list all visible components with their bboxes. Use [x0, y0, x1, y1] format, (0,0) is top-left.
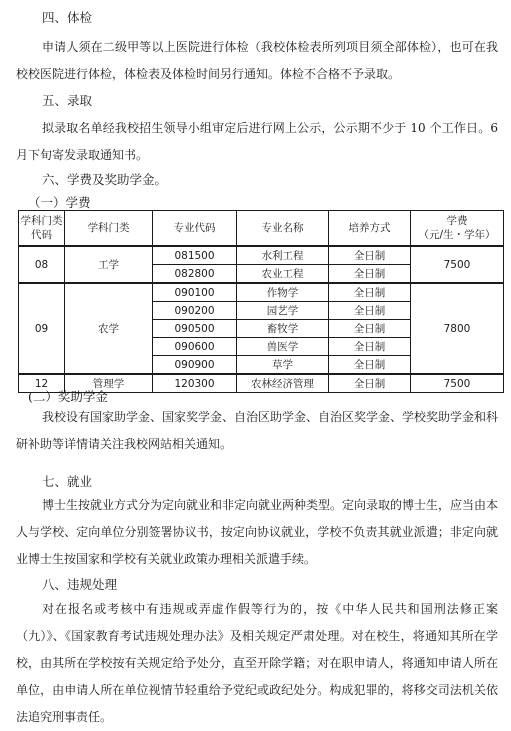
fee-cell: 7500 — [411, 374, 504, 393]
section-6-sub2-title: (二）奖助学金 — [28, 389, 108, 404]
mode-cell: 全日制 — [329, 374, 411, 393]
section-6-paragraph: 我校设有国家助学金、国家奖学金、自治区助学金、自治区奖学金、学校奖助学金和科研补助等详情请关注我校网站相关通知。 — [16, 410, 499, 451]
major-name-cell: 畜牧学 — [237, 320, 329, 338]
major-code-cell: 090200 — [153, 302, 237, 320]
major-name-cell: 水利工程 — [237, 246, 329, 265]
header-major-name: 专业名称 — [237, 211, 329, 247]
table-row — [19, 246, 504, 265]
major-code-cell: 090900 — [153, 356, 237, 375]
fee-cell: 7800 — [411, 283, 504, 374]
category-code-cell: 08 — [19, 246, 65, 283]
table-row — [19, 283, 504, 302]
major-name-cell: 农业工程 — [237, 265, 329, 284]
mode-cell: 全日制 — [329, 265, 411, 284]
fee-cell: 7500 — [411, 246, 504, 283]
tuition-table — [18, 210, 504, 393]
major-code-cell: 090100 — [153, 283, 237, 302]
mode-cell: 全日制 — [329, 302, 411, 320]
section-7-title: 七、就业 — [42, 474, 93, 489]
section-4-paragraph: 申请人须在二级甲等以上医院进行体检（我校体检表所列项目须全部体检），也可在我校校医院进行体检，体检表及体检时间另行通知。体检不合格不予录取。 — [16, 40, 498, 81]
major-code-cell: 081500 — [153, 246, 237, 265]
category-cell: 管理学 — [65, 374, 153, 393]
mode-cell: 全日制 — [329, 356, 411, 375]
header-category: 学科门类 — [65, 211, 153, 247]
section-5-title: 五、录取 — [42, 93, 93, 108]
major-code-cell: 090600 — [153, 338, 237, 356]
section-4-title: 四、体检 — [42, 10, 93, 25]
category-code-cell: 12 — [19, 374, 65, 393]
mode-cell: 全日制 — [329, 320, 411, 338]
category-cell: 农学 — [65, 283, 153, 374]
header-category-code: 学科门类 代码 — [19, 211, 65, 247]
header-major-code: 专业代码 — [153, 211, 237, 247]
section-8-title: 八、违规处理 — [42, 577, 118, 592]
category-code-cell: 09 — [19, 283, 65, 374]
table-header-row — [19, 211, 504, 247]
mode-cell: 全日制 — [329, 246, 411, 265]
mode-cell: 全日制 — [329, 283, 411, 302]
major-code-cell: 082800 — [153, 265, 237, 284]
section-5-paragraph: 拟录取名单经我校招生领导小组审定后进行网上公示，公示期不少于 10 个工作日。6 月下旬寄发录取通知书。 — [16, 121, 498, 162]
major-code-cell: 120300 — [153, 374, 237, 393]
section-6-sub1-title: （一）学费 — [28, 195, 91, 210]
category-cell: 工学 — [65, 246, 153, 283]
major-name-cell: 草学 — [237, 356, 329, 375]
section-6-title: 六、学费及奖助学金。 — [42, 172, 168, 187]
major-name-cell: 作物学 — [237, 283, 329, 302]
table-body — [19, 246, 504, 393]
mode-cell: 全日制 — [329, 338, 411, 356]
header-fee: 学费 （元/生・学年） — [411, 211, 504, 247]
section-8-paragraph: 对在报名或考核中有违规或弄虚作假等行为的，按《中华人民共和国刑法修正案（九）》、《国家教育考试违规处理办法》及相关规定严肃处理。对在校生，将通知其所在学校，由其所在学校按有关规定给予处分，直至开除学籍；对在职申请人，将通知申请人所在单位，由申请人所在单位视情节轻重给予党纪或政纪处分。构成犯罪的，将移交司法机关依法追究刑事责任。 — [16, 602, 498, 724]
major-name-cell: 兽医学 — [237, 338, 329, 356]
section-7-paragraph: 博士生按就业方式分为定向就业和非定向就业两种类型。定向录取的博士生，应当由本人与学校、定向单位分别签署协议书，按定向协议就业，学校不负责其就业派遣；非定向就业博士生按国家和学校有关就业政策办理相关派遣手续。 — [16, 498, 499, 566]
header-mode: 培养方式 — [329, 211, 411, 247]
major-name-cell: 农林经济管理 — [237, 374, 329, 393]
major-name-cell: 园艺学 — [237, 302, 329, 320]
major-code-cell: 090500 — [153, 320, 237, 338]
